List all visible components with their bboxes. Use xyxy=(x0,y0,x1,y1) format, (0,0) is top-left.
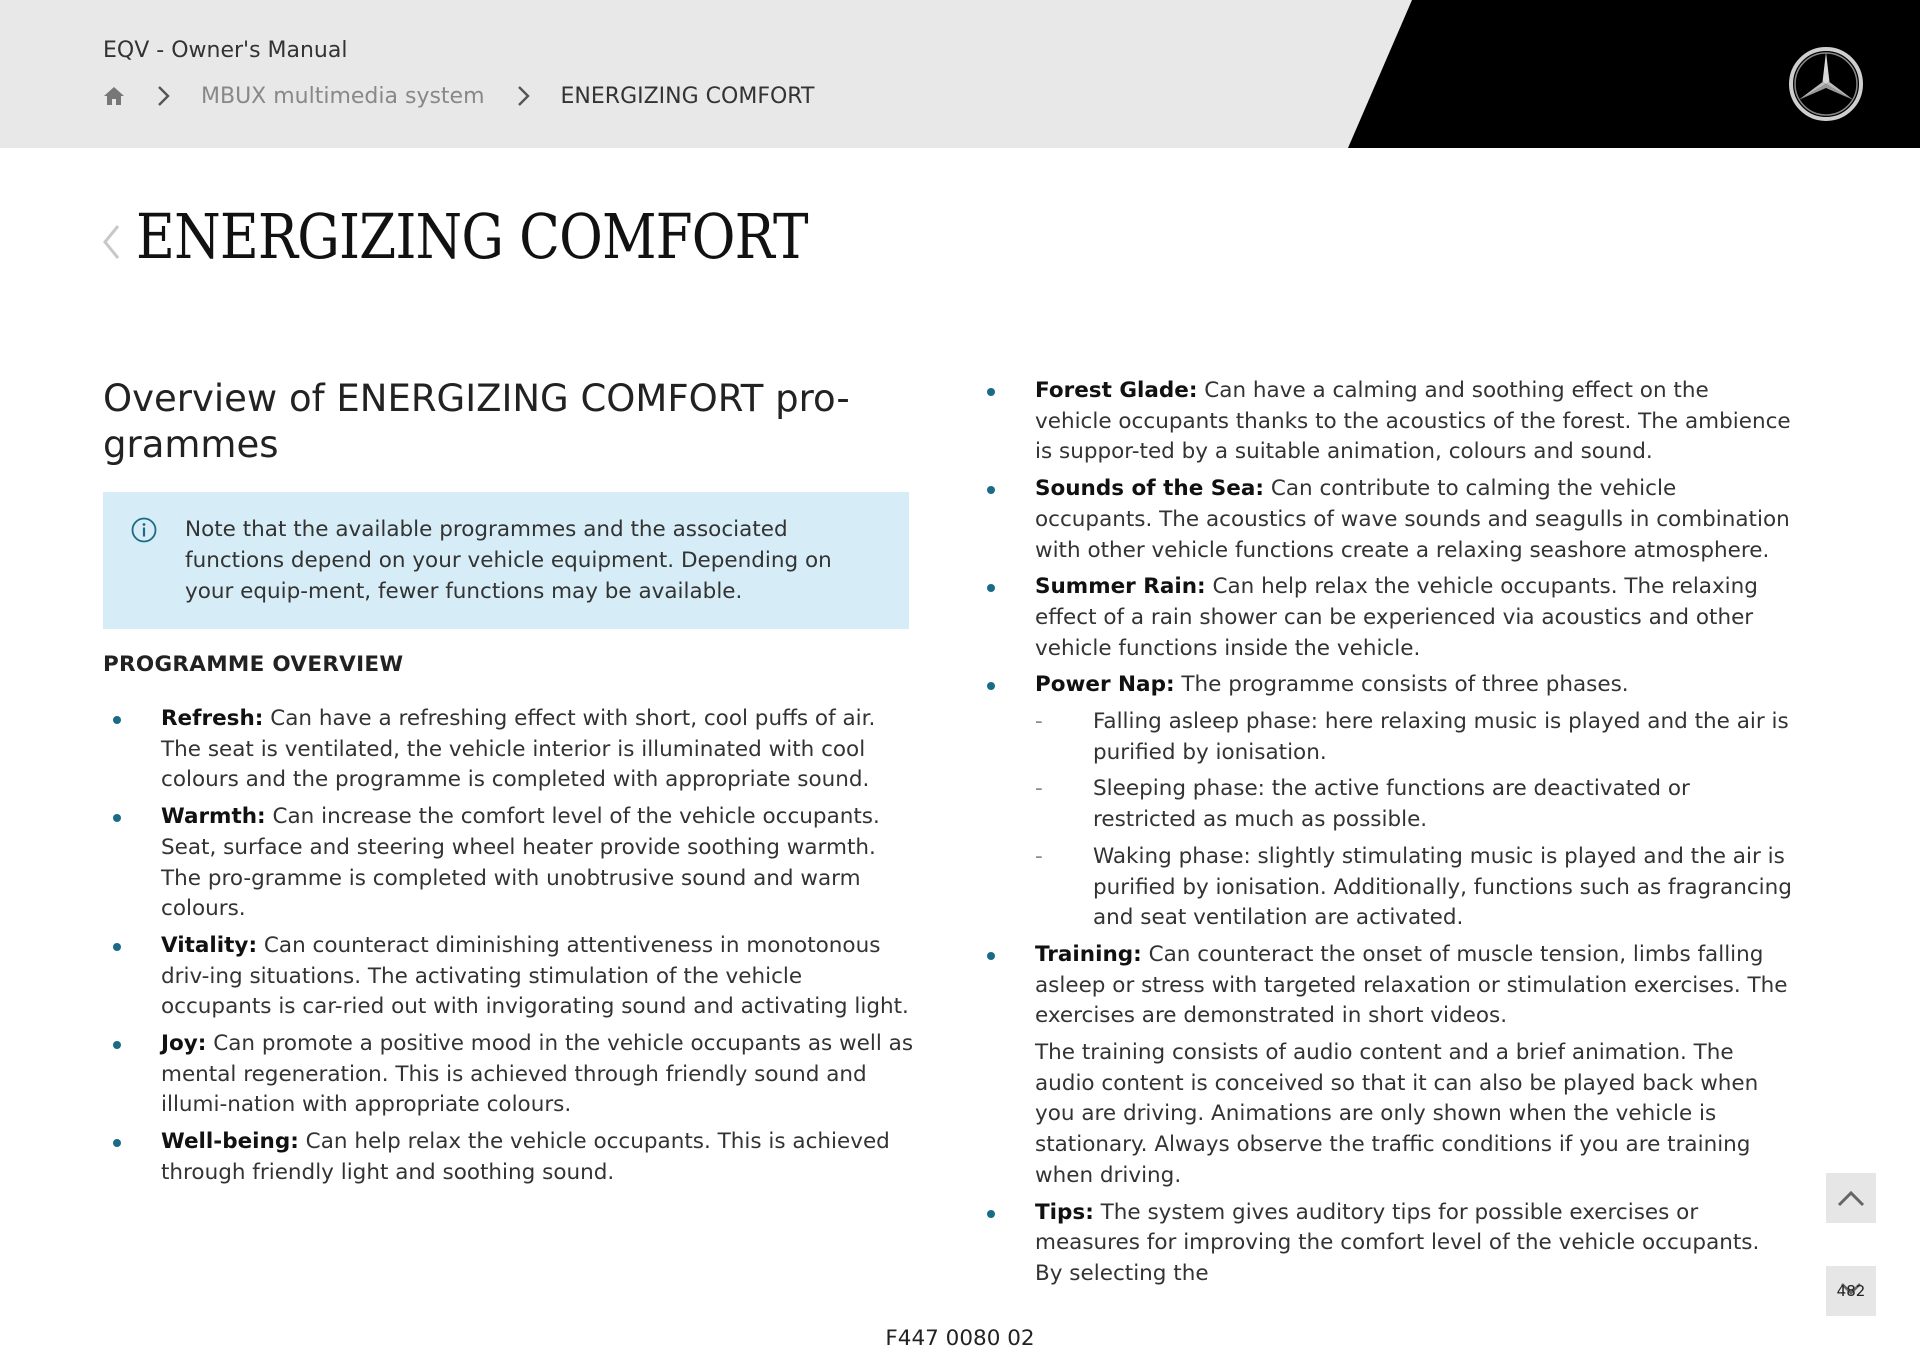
note-box xyxy=(103,492,909,629)
info-icon xyxy=(131,517,157,543)
list-item-forest-glade: Forest Glade: Can have a calming and soothing effect on the vehicle occupants thanks to the acoustics of the forest. The ambience is suppor-ted by a suitable animation, colours and sound. xyxy=(977,376,1792,468)
list-item-sounds-of-the-sea: Sounds of the Sea: Can contribute to calming the vehicle occupants. The acoustics of wave sounds and seagulls in combination with other vehicle functions create a relaxing seashore atmosphere. xyxy=(977,474,1792,566)
bullet xyxy=(987,388,995,396)
list-item-vitality: Vitality: Can counteract diminishing attentiveness in monotonous driv-ing situations. The activating stimulation of the vehicle occupants is car-ried out with invigorating sound and activating light. xyxy=(103,931,913,1023)
programme-list-left xyxy=(103,704,913,1195)
back-chevron-icon[interactable] xyxy=(100,222,122,262)
list-item-refresh: Refresh: Can have a refreshing effect with short, cool puffs of air. The seat is ventilated, the vehicle interior is illuminated with cool colours and the programme is completed with appropriate sound. xyxy=(103,704,913,796)
breadcrumb-current: ENERGIZING COMFORT xyxy=(560,83,815,109)
training-extra-paragraph: The training consists of audio content and a brief animation. The audio content is conceived so that it can also be played back when you are driving. Animations are only shown when the vehicle is stationary. Always observe the traffic conditions if you are training when driving. xyxy=(1035,1040,1759,1188)
bullet xyxy=(987,1210,995,1218)
bullet xyxy=(113,1139,121,1147)
note-text: Note that the available programmes and the associated functions depend on your vehicle equipment. Depending on your equip-ment, fewer functions may be available. xyxy=(185,517,832,604)
list-item-tips: Tips: The system gives auditory tips for possible exercises or measures for improving the comfort level of the vehicle occupants. By selecting the xyxy=(977,1198,1792,1290)
document-code: F447 0080 02 xyxy=(885,1326,1035,1351)
home-icon[interactable] xyxy=(103,85,125,107)
list-item-warmth: Warmth: Can increase the comfort level of the vehicle occupants. Seat, surface and steering wheel heater provide soothing warmth. The pro-gramme is completed with unobtrusive sound and warm colours. xyxy=(103,802,913,925)
bullet xyxy=(113,1041,121,1049)
bullet xyxy=(987,486,995,494)
list-item-joy: Joy: Can promote a positive mood in the vehicle occupants as well as mental regeneration. This is achieved through friendly sound and illumi-nation with appropriate colours. xyxy=(103,1029,913,1121)
chevron-up-icon xyxy=(1836,1188,1866,1208)
list-item-well-being: Well-being: Can help relax the vehicle occupants. This is achieved through friendly light and soothing sound. xyxy=(103,1127,913,1188)
programme-list-right xyxy=(977,376,1792,1296)
breadcrumb-link-mbux[interactable]: MBUX multimedia system xyxy=(201,83,485,109)
power-nap-phases xyxy=(1035,707,1792,934)
bullet xyxy=(113,943,121,951)
chevron-right-icon xyxy=(513,84,533,108)
bullet xyxy=(987,584,995,592)
bullet xyxy=(113,716,121,724)
page-title: ENERGIZING COMFORT xyxy=(136,200,808,273)
bullet xyxy=(987,952,995,960)
chevron-right-icon xyxy=(153,84,173,108)
mercedes-star-logo xyxy=(1788,46,1864,122)
phase-item: - Waking phase: slightly stimulating music is played and the air is purified by ionisation. Additionally, functions such as fragrancing and seat ventilation are activated. xyxy=(1035,843,1792,931)
bullet xyxy=(113,814,121,822)
list-item-power-nap: Power Nap: The programme consists of three phases. - Falling asleep phase: here relaxing music is played and the air is purified by ionisation. - Sleeping phase: the active functions are deactivated or restricted as much as possible. - Waking phase: slightly stimulating music is played and the air is purified by ionisation. Additionally, functions such as fragrancing and seat ventilation are activated. xyxy=(977,670,1792,934)
section-heading: Overview of ENERGIZING COMFORT pro- grammes xyxy=(103,377,850,466)
phase-item: - Sleeping phase: the active functions are deactivated or restricted as much as possible. xyxy=(1035,776,1690,833)
bullet xyxy=(987,682,995,690)
list-item-summer-rain: Summer Rain: Can help relax the vehicle occupants. The relaxing effect of a rain shower can be experienced via acoustics and other vehicle functions inside the vehicle. xyxy=(977,572,1792,664)
breadcrumb xyxy=(103,80,814,112)
phase-item: - Falling asleep phase: here relaxing music is played and the air is purified by ionisation. xyxy=(1035,709,1789,765)
header-black-panel xyxy=(0,0,1920,148)
page-header xyxy=(0,0,1920,148)
page-number: 482 xyxy=(1836,1282,1866,1300)
scroll-up-button[interactable] xyxy=(1826,1173,1876,1223)
programme-overview-heading: PROGRAMME OVERVIEW xyxy=(103,652,404,677)
manual-title: EQV - Owner's Manual xyxy=(103,38,348,63)
list-item-training: Training: Can counteract the onset of muscle tension, limbs falling asleep or stress with targeted relaxation or stimulation exercises. The exercises are demonstrated in short videos. The training consists of audio content and a brief animation. The audio content is conceived so that it can also be played back when you are driving. Animations are only shown when the vehicle is stationary. Always observe the traffic conditions if you are training when driving. xyxy=(977,940,1792,1192)
next-page-button[interactable] xyxy=(1826,1266,1876,1316)
